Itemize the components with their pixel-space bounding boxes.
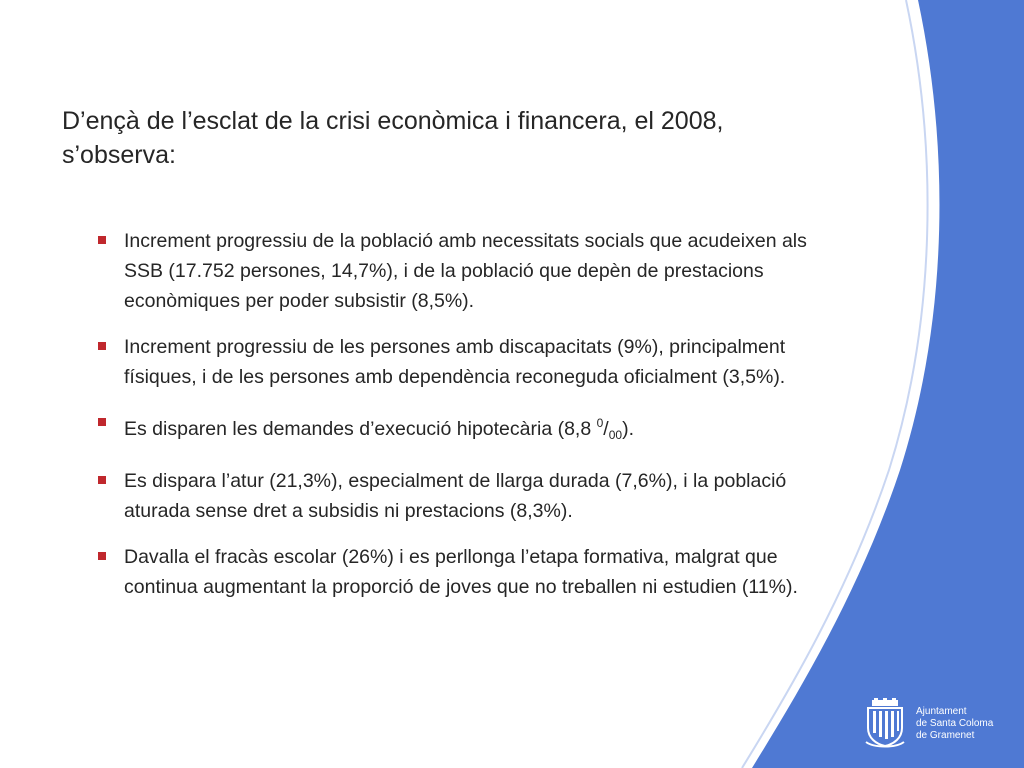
square-bullet-icon: [98, 342, 106, 350]
square-bullet-icon: [98, 236, 106, 244]
bullet-text-2: Increment progressiu de les persones amb discapacitats (9%), principalment físiques, i de les persones amb dependència reconeguda oficialment (3,5%).: [124, 336, 786, 388]
bullet-item-5: [96, 542, 818, 602]
bullet-text-3-before: Es disparen les demandes d’execució hipotecària (8,8: [124, 418, 597, 440]
slide-heading: D’ençà de l’esclat de la crisi econòmica i financera, el 2008, s’observa:: [62, 107, 724, 169]
square-bullet-icon: [98, 418, 106, 426]
logo-line-3: de Gramenet: [916, 730, 975, 741]
bullet-item-3: [96, 408, 818, 450]
square-bullet-icon: [98, 552, 106, 560]
logo-text: [916, 706, 993, 742]
bullet-list: [96, 226, 818, 618]
bullet-text-3-superscript: 0: [596, 416, 604, 430]
logo-line-2: de Santa Coloma: [916, 718, 994, 729]
bullet-item-4: [96, 466, 818, 526]
coat-of-arms-icon: [862, 698, 908, 750]
bullet-text-1: Increment progressiu de la població amb necessitats socials que acudeixen als SSB (17.752 persones, 14,7%), i de la població que depèn de prestacions econòmiques per poder subsistir (8,5%).: [124, 230, 807, 312]
logo-line-1: Ajuntament: [916, 706, 967, 717]
bullet-text-3-slash: /: [603, 418, 609, 440]
square-bullet-icon: [98, 476, 106, 484]
bullet-text-5: Davalla el fracàs escolar (26%) i es perllonga l’etapa formativa, malgrat que continua augmentant la proporció de joves que no treballen ni estudien (11%).: [124, 546, 798, 598]
bullet-text-3-subscript: 00: [608, 428, 623, 442]
bullet-item-2: [96, 332, 818, 392]
municipal-logo: [862, 698, 1012, 754]
bullet-text-4: Es dispara l’atur (21,3%), especialment de llarga durada (7,6%), i la població aturada sense dret a subsidis ni prestacions (8,3%).: [124, 470, 787, 522]
bullet-text-3-after: ).: [622, 418, 634, 440]
bullet-item-1: [96, 226, 818, 316]
